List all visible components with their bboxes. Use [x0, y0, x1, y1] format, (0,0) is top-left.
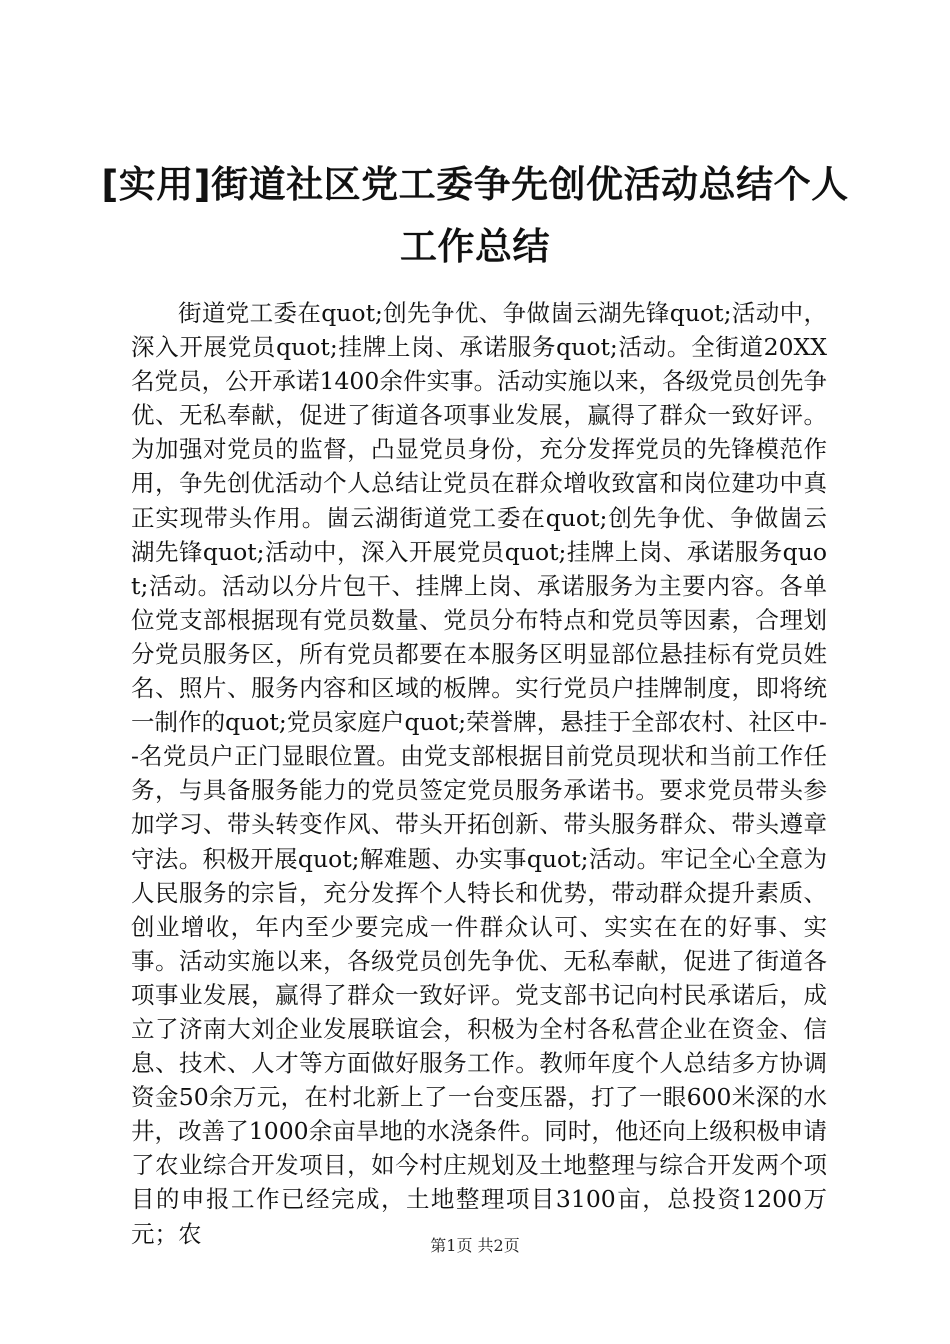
document-body-paragraph: 街道党工委在quot;创先争优、争做崮云湖先锋quot;活动中，深入开展党员quot;挂牌上岗、承诺服务quot;活动。全街道20XX名党员，公开承诺1400余件实事。活动实施以来，各级党员创先争优、无私奉献，促进了街道各项事业发展，赢得了群众一致好评。为加强对党员的监督，凸显党员身份，充分发挥党员的先锋模范作用，争先创优活动个人总结让党员在群众增收致富和岗位建功中真正实现带头作用。崮云湖街道党工委在quot;创先争优、争做崮云湖先锋quot;活动中，深入开展党员quot;挂牌上岗、承诺服务quot;活动。活动以分片包干、挂牌上岗、承诺服务为主要内容。各单位党支部根据现有党员数量、党员分布特点和党员等因素，合理划分党员服务区，所有党员都要在本服务区明显部位悬挂标有党员姓名、照片、服务内容和区域的板牌。实行党员户挂牌制度，即将统一制作的quot;党员家庭户quot;荣誉牌，悬挂于全部农村、社区中--名党员户正门显眼位置。由党支部根据目前党员现状和当前工作任务，与具备服务能力的党员签定党员服务承诺书。要求党员带头参加学习、带头转变作风、带头开拓创新、带头服务群众、带头遵章守法。积极开展quot;解难题、办实事quot;活动。牢记全心全意为人民服务的宗旨，充分发挥个人特长和优势，带动群众提升素质、创业增收，年内至少要完成一件群众认可、实实在在的好事、实事。活动实施以来，各级党员创先争优、无私奉献，促进了街道各项事业发展，赢得了群众一致好评。党支部书记向村民承诺后，成立了济南大刘企业发展联谊会，积极为全村各私营企业在资金、信息、技术、人才等方面做好服务工作。教师年度个人总结多方协调资金50余万元，在村北新上了一台变压器，打了一眼600米深的水井，改善了1000余亩旱地的水浇条件。同时，他还向上级积极申请了农业综合开发项目，如今村庄规划及土地整理与综合开发两个项目的申报工作已经完成，土地整理项目3100亩，总投资1200万元；农 [131, 299, 827, 1248]
document-title-line2: 工作总结 [400, 225, 550, 268]
document-title-line1: [实用]街道社区党工委争先创优活动总结个人 [101, 163, 849, 206]
page-number-footer: 第1页 共2页 [430, 1236, 520, 1255]
